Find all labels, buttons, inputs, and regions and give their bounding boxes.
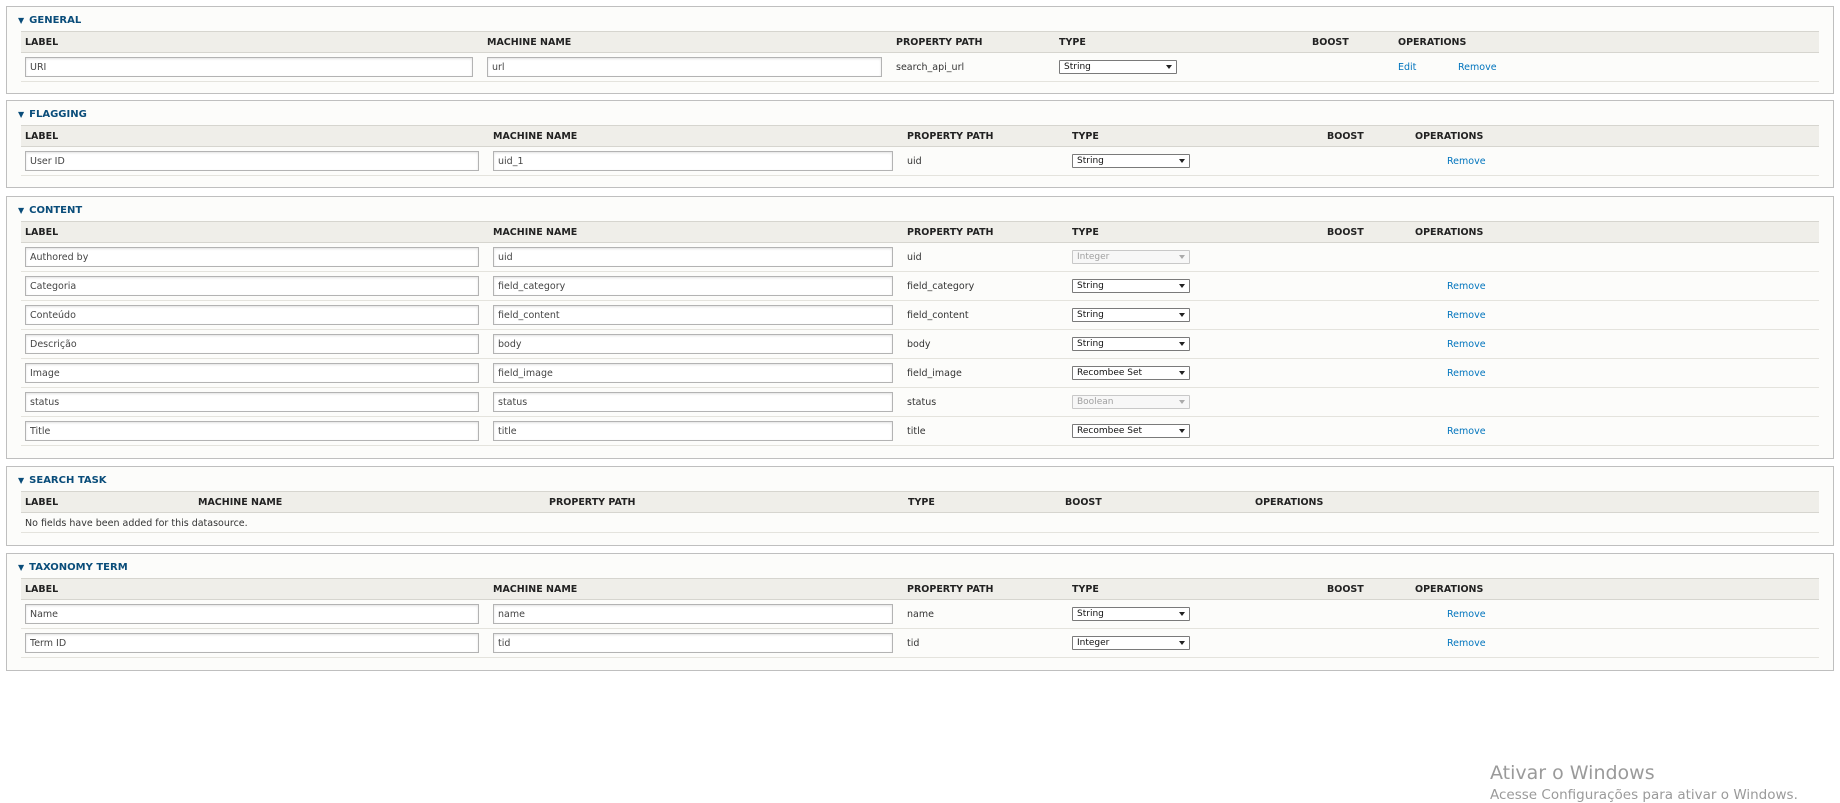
column-header-type: TYPE [1072, 584, 1099, 595]
fieldset-legend[interactable] [18, 15, 81, 26]
chevron-down-icon [1179, 255, 1185, 259]
remove-link[interactable]: Remove [1458, 62, 1497, 73]
property-path: search_api_url [896, 62, 965, 73]
windows-activation-subtitle: Acesse Configurações para ativar o Windows. [1490, 787, 1798, 803]
machine-name-input[interactable] [493, 247, 893, 267]
column-header-machine-name: MACHINE NAME [493, 131, 578, 142]
column-header-operations: OPERATIONS [1415, 227, 1484, 238]
type-select[interactable] [1072, 636, 1190, 650]
column-header-label: LABEL [25, 37, 59, 48]
fieldset-taxonomy-term [6, 553, 1834, 671]
column-header-operations: OPERATIONS [1415, 584, 1484, 595]
label-input[interactable] [25, 305, 479, 325]
column-header-label: LABEL [25, 497, 59, 508]
chevron-down-icon [1179, 313, 1185, 317]
property-path: field_image [907, 368, 962, 379]
remove-link[interactable]: Remove [1447, 609, 1486, 620]
remove-link[interactable]: Remove [1447, 638, 1486, 649]
type-select[interactable] [1072, 154, 1190, 168]
fieldset-legend[interactable] [18, 475, 107, 486]
chevron-down-icon [1179, 342, 1185, 346]
type-select[interactable] [1072, 607, 1190, 621]
property-path: uid [907, 156, 922, 167]
type-select-value: String [1077, 156, 1104, 166]
table-header [21, 31, 1819, 53]
column-header-label: LABEL [25, 131, 59, 142]
property-path: body [907, 339, 931, 350]
column-header-type: TYPE [908, 497, 935, 508]
type-select[interactable] [1059, 60, 1177, 74]
column-header-boost: BOOST [1312, 37, 1349, 48]
machine-name-input[interactable] [493, 151, 893, 171]
table-header [21, 125, 1819, 147]
fieldset-title: GENERAL [29, 15, 82, 26]
type-select-value: Integer [1077, 252, 1110, 262]
label-input[interactable] [25, 392, 479, 412]
chevron-down-icon [1179, 641, 1185, 645]
type-select[interactable] [1072, 424, 1190, 438]
fieldset-title: TAXONOMY TERM [29, 562, 128, 573]
fieldset-flagging [6, 100, 1834, 188]
type-select-value: String [1064, 62, 1091, 72]
type-select[interactable] [1072, 279, 1190, 293]
type-select[interactable] [1072, 308, 1190, 322]
table-row [21, 417, 1819, 446]
collapse-triangle-icon: ▼ [18, 16, 25, 25]
fieldset-legend[interactable] [18, 562, 128, 573]
collapse-triangle-icon: ▼ [18, 110, 25, 119]
machine-name-input[interactable] [493, 305, 893, 325]
machine-name-input[interactable] [493, 334, 893, 354]
chevron-down-icon [1179, 400, 1185, 404]
table-row [21, 330, 1819, 359]
table-row [21, 53, 1819, 82]
column-header-machine-name: MACHINE NAME [493, 227, 578, 238]
table-row [21, 629, 1819, 658]
fieldset-title: FLAGGING [29, 109, 87, 120]
table-row [21, 243, 1819, 272]
table-header [21, 491, 1819, 513]
column-header-machine-name: MACHINE NAME [198, 497, 283, 508]
column-header-property-path: PROPERTY PATH [907, 227, 994, 238]
chevron-down-icon [1179, 612, 1185, 616]
column-header-machine-name: MACHINE NAME [493, 584, 578, 595]
table-row [21, 301, 1819, 330]
machine-name-input[interactable] [493, 363, 893, 383]
type-select [1072, 250, 1190, 264]
column-header-operations: OPERATIONS [1255, 497, 1324, 508]
table-row [21, 600, 1819, 629]
collapse-triangle-icon: ▼ [18, 563, 25, 572]
type-select-value: String [1077, 281, 1104, 291]
chevron-down-icon [1179, 429, 1185, 433]
column-header-type: TYPE [1072, 131, 1099, 142]
property-path: name [907, 609, 934, 620]
chevron-down-icon [1179, 371, 1185, 375]
column-header-property-path: PROPERTY PATH [907, 131, 994, 142]
collapse-triangle-icon: ▼ [18, 206, 25, 215]
table-header [21, 578, 1819, 600]
label-input[interactable] [25, 247, 479, 267]
column-header-type: TYPE [1072, 227, 1099, 238]
chevron-down-icon [1166, 65, 1172, 69]
column-header-type: TYPE [1059, 37, 1086, 48]
machine-name-input[interactable] [487, 57, 882, 77]
empty-message: No fields have been added for this datasource. [25, 518, 248, 529]
remove-link[interactable]: Remove [1447, 339, 1486, 350]
column-header-machine-name: MACHINE NAME [487, 37, 572, 48]
column-header-boost: BOOST [1327, 584, 1364, 595]
machine-name-input[interactable] [493, 421, 893, 441]
type-select-value: Recombee Set [1077, 426, 1143, 436]
label-input[interactable] [25, 151, 479, 171]
column-header-boost: BOOST [1327, 227, 1364, 238]
chevron-down-icon [1179, 284, 1185, 288]
type-select-value: Integer [1077, 638, 1110, 648]
remove-link[interactable]: Remove [1447, 368, 1486, 379]
label-input[interactable] [25, 276, 479, 296]
table-row [21, 359, 1819, 388]
edit-link[interactable]: Edit [1398, 62, 1417, 73]
property-path: uid [907, 252, 922, 263]
table-row [21, 147, 1819, 176]
remove-link[interactable]: Remove [1447, 310, 1486, 321]
type-select[interactable] [1072, 366, 1190, 380]
type-select-value: String [1077, 609, 1104, 619]
type-select-value: Boolean [1077, 397, 1114, 407]
windows-activation-title: Ativar o Windows [1490, 762, 1655, 784]
property-path: field_content [907, 310, 969, 321]
column-header-label: LABEL [25, 584, 59, 595]
fieldset-general [6, 6, 1834, 94]
machine-name-input[interactable] [493, 392, 893, 412]
column-header-property-path: PROPERTY PATH [896, 37, 983, 48]
type-select-value: String [1077, 339, 1104, 349]
label-input[interactable] [25, 633, 479, 653]
fieldset-title: CONTENT [29, 205, 83, 216]
column-header-operations: OPERATIONS [1398, 37, 1467, 48]
property-path: tid [907, 638, 920, 649]
column-header-boost: BOOST [1065, 497, 1102, 508]
table-row [21, 388, 1819, 417]
column-header-operations: OPERATIONS [1415, 131, 1484, 142]
column-header-boost: BOOST [1327, 131, 1364, 142]
property-path: field_category [907, 281, 975, 292]
property-path: status [907, 397, 937, 408]
label-input[interactable] [25, 363, 479, 383]
type-select-value: Recombee Set [1077, 368, 1143, 378]
chevron-down-icon [1179, 159, 1185, 163]
type-select[interactable] [1072, 337, 1190, 351]
machine-name-input[interactable] [493, 276, 893, 296]
remove-link[interactable]: Remove [1447, 426, 1486, 437]
fieldset-search-task [6, 466, 1834, 546]
remove-link[interactable]: Remove [1447, 156, 1486, 167]
column-header-property-path: PROPERTY PATH [907, 584, 994, 595]
table-header [21, 221, 1819, 243]
table-row [21, 513, 1819, 533]
property-path: title [907, 426, 926, 437]
label-input[interactable] [25, 334, 479, 354]
collapse-triangle-icon: ▼ [18, 476, 25, 485]
machine-name-input[interactable] [493, 604, 893, 624]
fieldset-content [6, 196, 1834, 459]
machine-name-input[interactable] [493, 633, 893, 653]
label-input[interactable] [25, 421, 479, 441]
type-select [1072, 395, 1190, 409]
label-input[interactable] [25, 57, 473, 77]
remove-link[interactable]: Remove [1447, 281, 1486, 292]
column-header-property-path: PROPERTY PATH [549, 497, 636, 508]
fieldset-legend[interactable] [18, 109, 87, 120]
label-input[interactable] [25, 604, 479, 624]
fieldset-legend[interactable] [18, 205, 82, 216]
fieldset-title: SEARCH TASK [29, 475, 107, 486]
type-select-value: String [1077, 310, 1104, 320]
column-header-label: LABEL [25, 227, 59, 238]
table-row [21, 272, 1819, 301]
